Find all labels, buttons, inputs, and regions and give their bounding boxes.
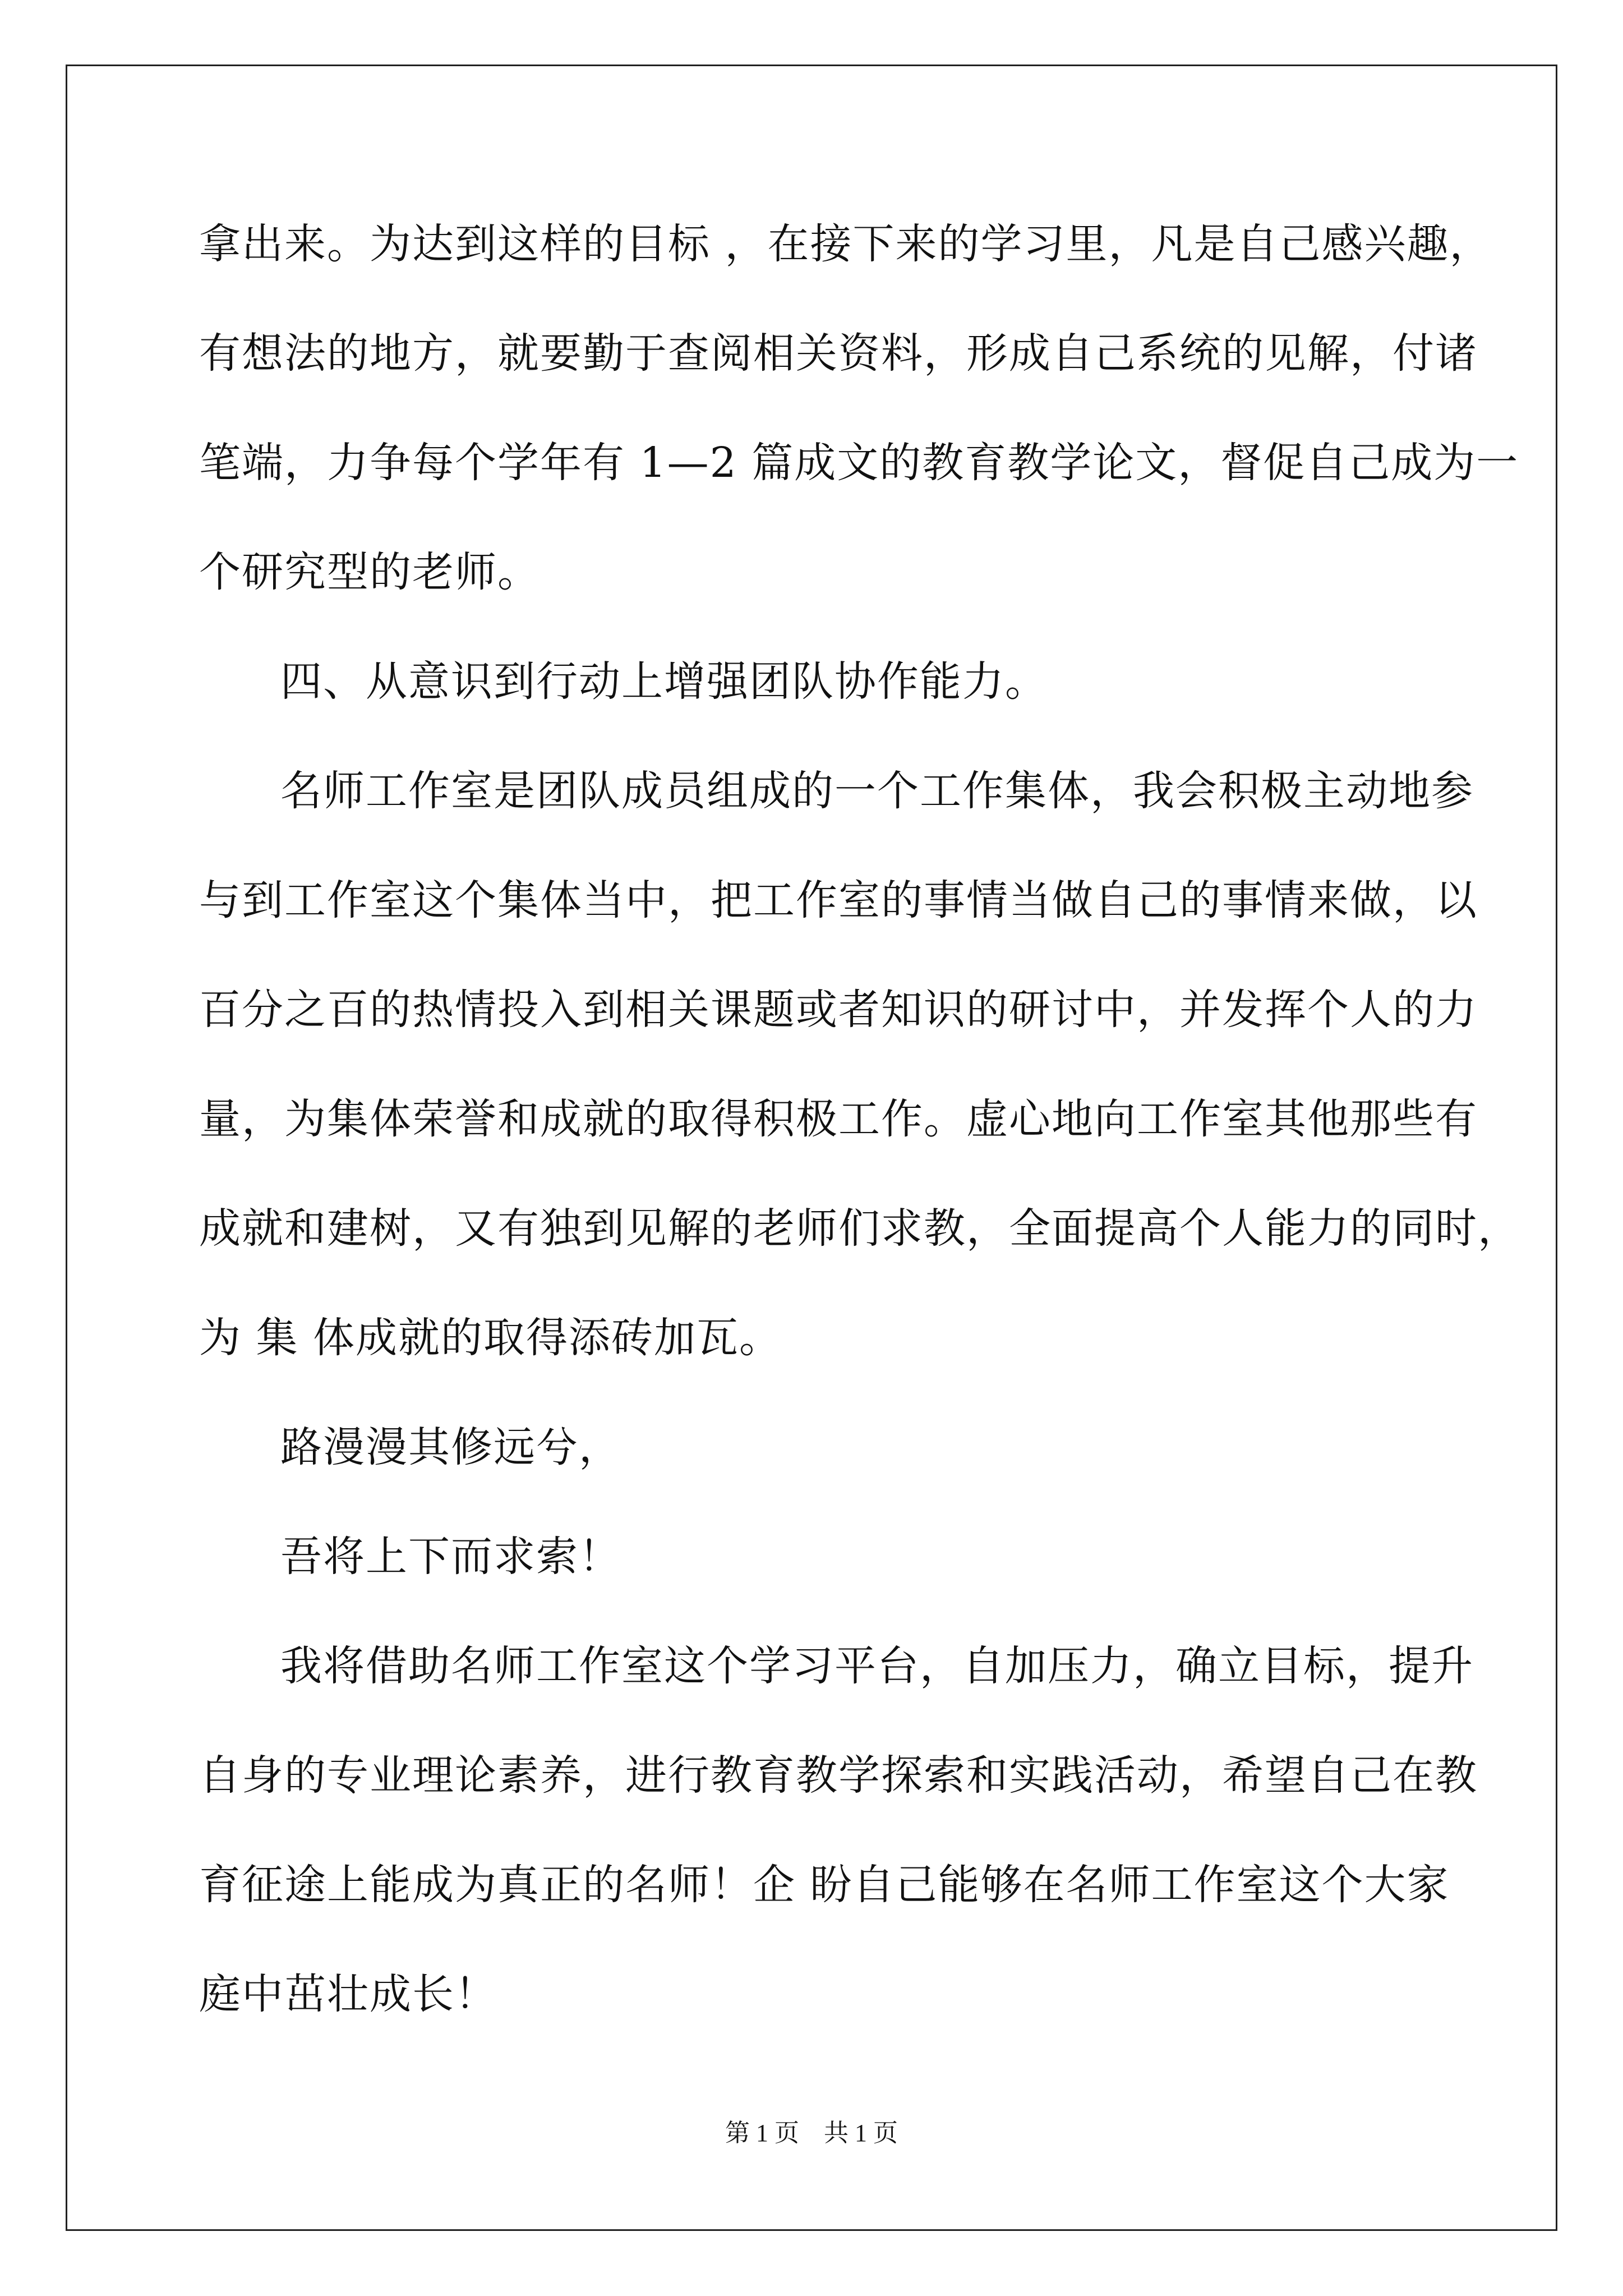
text-line: 名师工作室是团队成员组成的一个工作集体，我会积极主动地参 <box>280 767 1474 815</box>
text-line: 路漫漫其修远兮， <box>280 1423 621 1471</box>
text-line: 自身的专业理论素养，进行教育教学探索和实践活动，希望自己在教 <box>199 1751 1478 1800</box>
section-heading: 四、从意识到行动上增强团队协作能力。 <box>280 657 1048 706</box>
text-line: 量，为集体荣誉和成就的取得积极工作。虚心地向工作室其他那些有 <box>199 1095 1478 1143</box>
text-line: 个研究型的老师。 <box>199 548 540 596</box>
text-line: 有想法的地方，就要勤于查阅相关资料，形成自己系统的见解，付诸 <box>199 329 1478 378</box>
text-line: 庭中茁壮成长！ <box>199 1970 497 2018</box>
text-line: 为 集 体成就的取得添砖加瓦。 <box>199 1314 782 1362</box>
text-line: 百分之百的热情投入到相关课题或者知识的研讨中，并发挥个人的力 <box>199 986 1478 1034</box>
text-line: 与到工作室这个集体当中，把工作室的事情当做自己的事情来做，以 <box>199 876 1478 924</box>
text-line: 我将借助名师工作室这个学习平台，自加压力，确立目标，提升 <box>280 1642 1474 1690</box>
text-line: 笔端，力争每个学年有 1—2 篇成文的教育教学论文，督促自己成为一 <box>199 439 1519 487</box>
text-line: 吾将上下而求索！ <box>280 1533 621 1581</box>
page-footer: 第 1 页 共 1 页 <box>725 2119 898 2147</box>
text-line: 拿出来。为达到这样的目标 ，在接下来的学习里，凡是自己感兴趣， <box>199 220 1492 268</box>
text-line: 育征途上能成为真正的名师！企 盼自己能够在名师工作室这个大家 <box>199 1861 1450 1909</box>
text-line: 成就和建树，又有独到见解的老师们求教，全面提高个人能力的同时， <box>199 1204 1520 1253</box>
